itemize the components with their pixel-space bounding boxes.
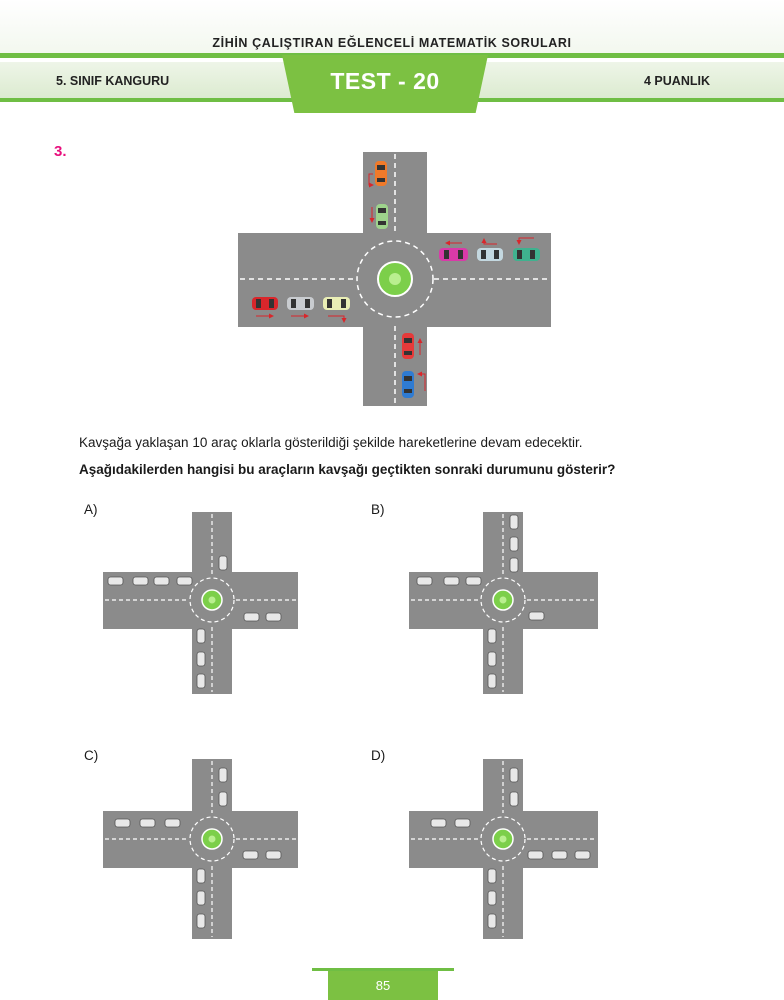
car-red-bottom [402, 333, 414, 359]
intersection-figure [238, 152, 551, 406]
option-d-figure[interactable] [409, 759, 598, 939]
car-red-left [252, 297, 278, 310]
series-title: ZİHİN ÇALIŞTIRAN EĞLENCELİ MATEMATİK SORULARI [212, 36, 572, 50]
option-b-figure[interactable] [409, 512, 598, 694]
question-number: 3. [54, 143, 67, 160]
option-d-label[interactable]: D) [371, 748, 386, 763]
question-text: Kavşağa yaklaşan 10 araç oklarla gösterildiği şekilde hareketlerine devam edecektir. [79, 435, 583, 450]
test-title: TEST - 20 [330, 68, 440, 94]
option-a-figure[interactable] [103, 512, 298, 694]
option-c-label[interactable]: C) [84, 748, 99, 763]
car-orange [375, 161, 387, 186]
option-c-figure[interactable] [103, 759, 298, 939]
question-ask: Aşağıdakilerden hangisi bu araçların kavşağı geçtikten sonraki durumunu gösterir? [79, 462, 616, 477]
option-a-label[interactable]: A) [84, 502, 98, 517]
option-b-label[interactable]: B) [371, 502, 385, 517]
car-grey-left [287, 297, 314, 310]
car-light-green [376, 204, 388, 229]
car-yellow-left [323, 297, 350, 310]
car-light-blue [477, 248, 503, 261]
car-blue-bottom [402, 371, 414, 398]
footer-divider [312, 968, 454, 971]
car-teal [513, 248, 540, 261]
page-number: 85 [375, 978, 391, 993]
car-magenta [439, 248, 468, 261]
grade-label: 5. SINIF KANGURU [56, 74, 170, 88]
points-label: 4 PUANLIK [644, 74, 710, 88]
